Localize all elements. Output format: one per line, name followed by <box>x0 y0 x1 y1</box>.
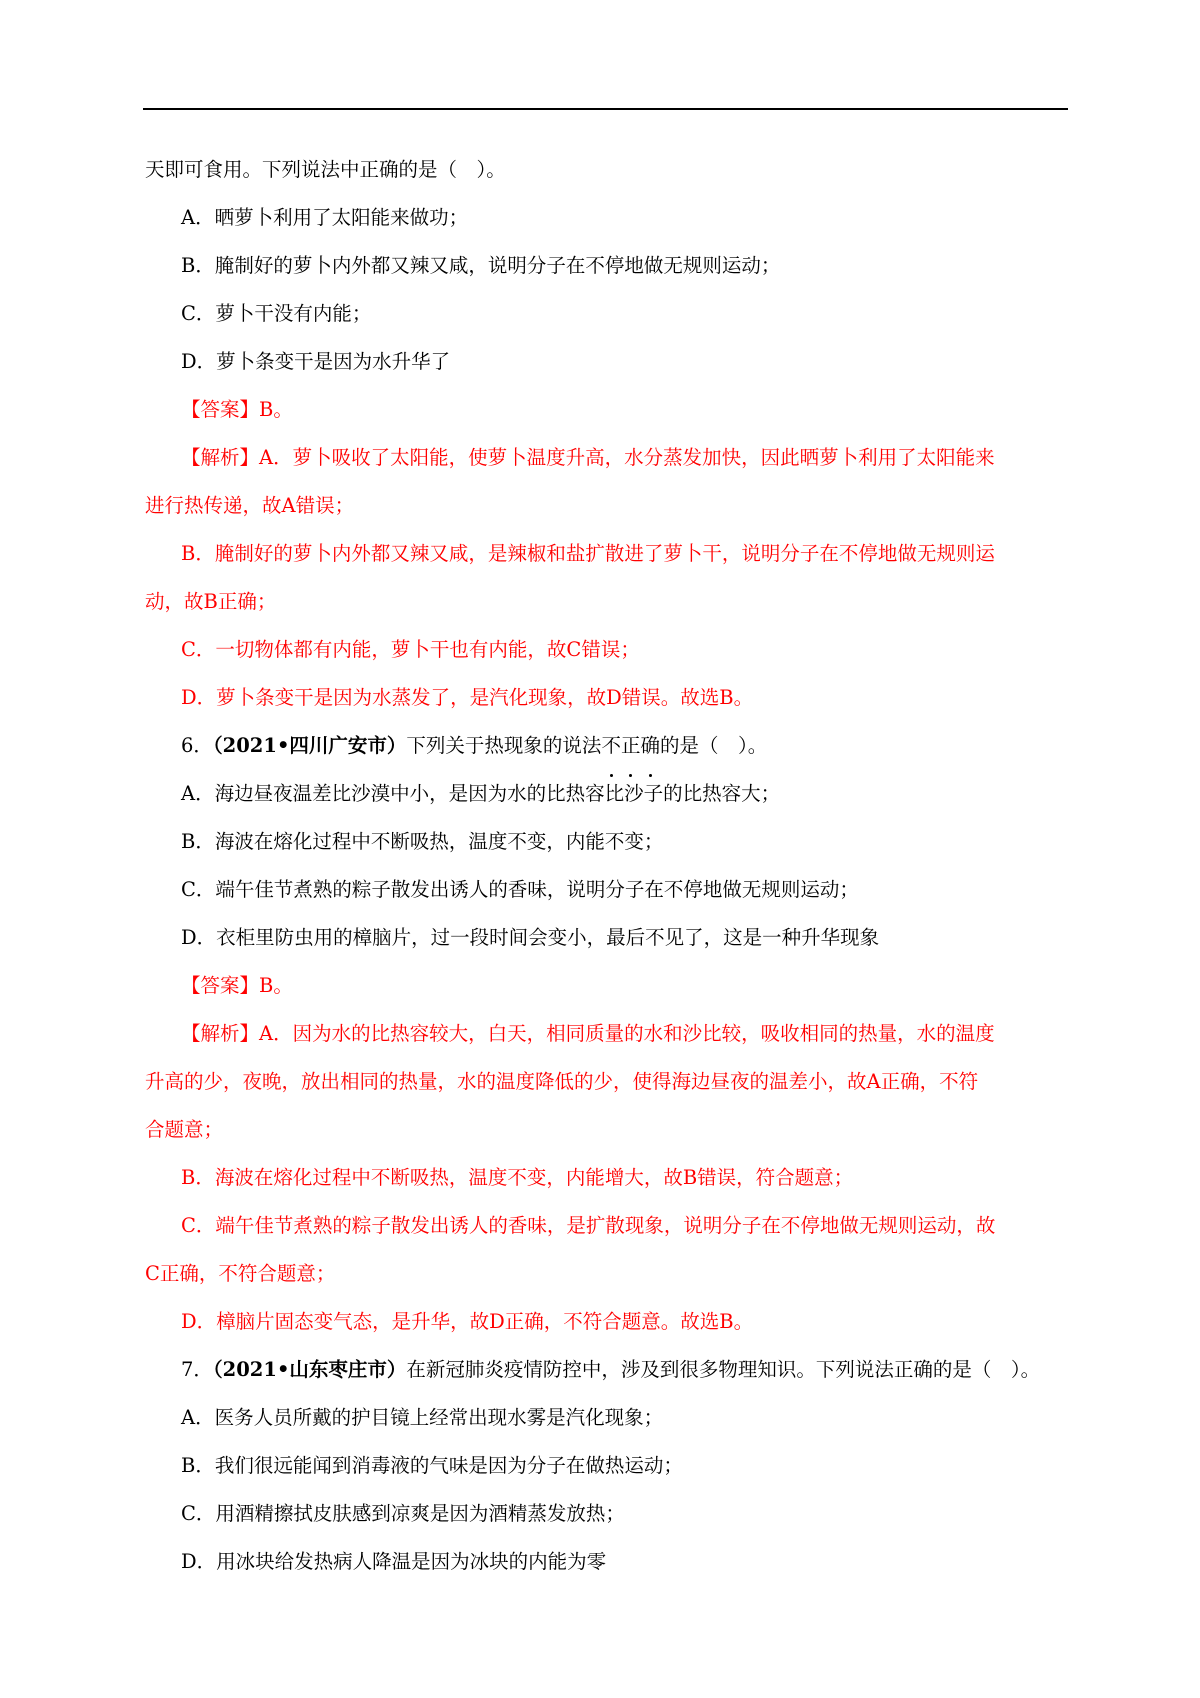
analysis-line: 【解析】A．萝卜吸收了太阳能，使萝卜温度升高，水分蒸发加快，因此晒萝卜利用了太阳能来 <box>181 446 995 469</box>
question-text: 在新冠肺炎疫情防控中，涉及到很多物理知识。下列说法正确的是（ ）。 <box>406 1358 1041 1381</box>
analysis-line: D．萝卜条变干是因为水蒸发了，是汽化现象，故D错误。故选B。 <box>181 686 754 709</box>
emphasis-char: 正 <box>621 722 641 770</box>
option-c: C．用酒精擦拭皮肤感到凉爽是因为酒精蒸发放热； <box>181 1502 625 1525</box>
option-c: C．端午佳节煮熟的粽子散发出诱人的香味，说明分子在不停地做无规则运动； <box>181 878 859 901</box>
analysis-line: B．海波在熔化过程中不断吸热，温度不变，内能增大，故B错误，符合题意； <box>181 1166 854 1189</box>
question-stem: 天即可食用。下列说法中正确的是（ ）。 <box>145 158 506 181</box>
analysis-line: 【解析】A．因为水的比热容较大，白天，相同质量的水和沙比较，吸收相同的热量，水的温度 <box>181 1022 995 1045</box>
option-b: B．海波在熔化过程中不断吸热，温度不变，内能不变； <box>181 830 664 853</box>
analysis-line: 动，故B正确； <box>145 590 277 613</box>
page-content <box>145 146 1065 1586</box>
analysis-line: 合题意； <box>145 1118 224 1141</box>
option-a: A．海边昼夜温差比沙漠中小，是因为水的比热容比沙子的比热容大； <box>181 782 781 805</box>
option-d: D．萝卜条变干是因为水升华了 <box>181 350 451 373</box>
option-a: A．晒萝卜利用了太阳能来做功； <box>181 206 469 229</box>
question-text: 下列关于热现象的说法 <box>406 734 602 757</box>
answer: 【答案】B。 <box>181 398 293 421</box>
question-number: 7． <box>181 1358 213 1381</box>
question-number: 6． <box>181 734 213 757</box>
option-b: B．腌制好的萝卜内外都又辣又咸，说明分子在不停地做无规则运动； <box>181 254 781 277</box>
header-rule <box>143 108 1068 110</box>
analysis-line: D．樟脑片固态变气态，是升华，故D正确，不符合题意。故选B。 <box>181 1310 754 1333</box>
question-text: 的是（ ）。 <box>659 734 768 757</box>
option-b: B．我们很远能闻到消毒液的气味是因为分子在做热运动； <box>181 1454 683 1477</box>
analysis-line: 进行热传递，故A错误； <box>145 494 355 517</box>
analysis-line: C正确，不符合题意； <box>145 1262 336 1285</box>
analysis-line: C．一切物体都有内能，萝卜干也有内能，故C错误； <box>181 638 640 661</box>
option-c: C．萝卜干没有内能； <box>181 302 372 325</box>
question-7-stem <box>145 1346 1065 1394</box>
analysis-line: C．端午佳节煮熟的粽子散发出诱人的香味，是扩散现象，说明分子在不停地做无规则运动，故 <box>181 1214 996 1237</box>
option-a: A．医务人员所戴的护目镜上经常出现水雾是汽化现象； <box>181 1406 664 1429</box>
option-d: D．衣柜里防虫用的樟脑片，过一段时间会变小，最后不见了，这是一种升华现象 <box>181 926 880 949</box>
question-source: （2021•四川广安市） <box>212 734 407 757</box>
option-d: D．用冰块给发热病人降温是因为冰块的内能为零 <box>181 1550 607 1573</box>
analysis-line: 升高的少，夜晚，放出相同的热量，水的温度降低的少，使得海边昼夜的温差小，故A正确，不符 <box>145 1070 979 1093</box>
emphasis-char: 不 <box>601 722 621 770</box>
answer: 【答案】B。 <box>181 974 293 997</box>
question-6-stem <box>145 722 1065 770</box>
question-source: （2021•山东枣庄市） <box>212 1358 407 1381</box>
emphasis-char: 确 <box>640 722 660 770</box>
analysis-line: B．腌制好的萝卜内外都又辣又咸，是辣椒和盐扩散进了萝卜干，说明分子在不停地做无规则运 <box>181 542 995 565</box>
